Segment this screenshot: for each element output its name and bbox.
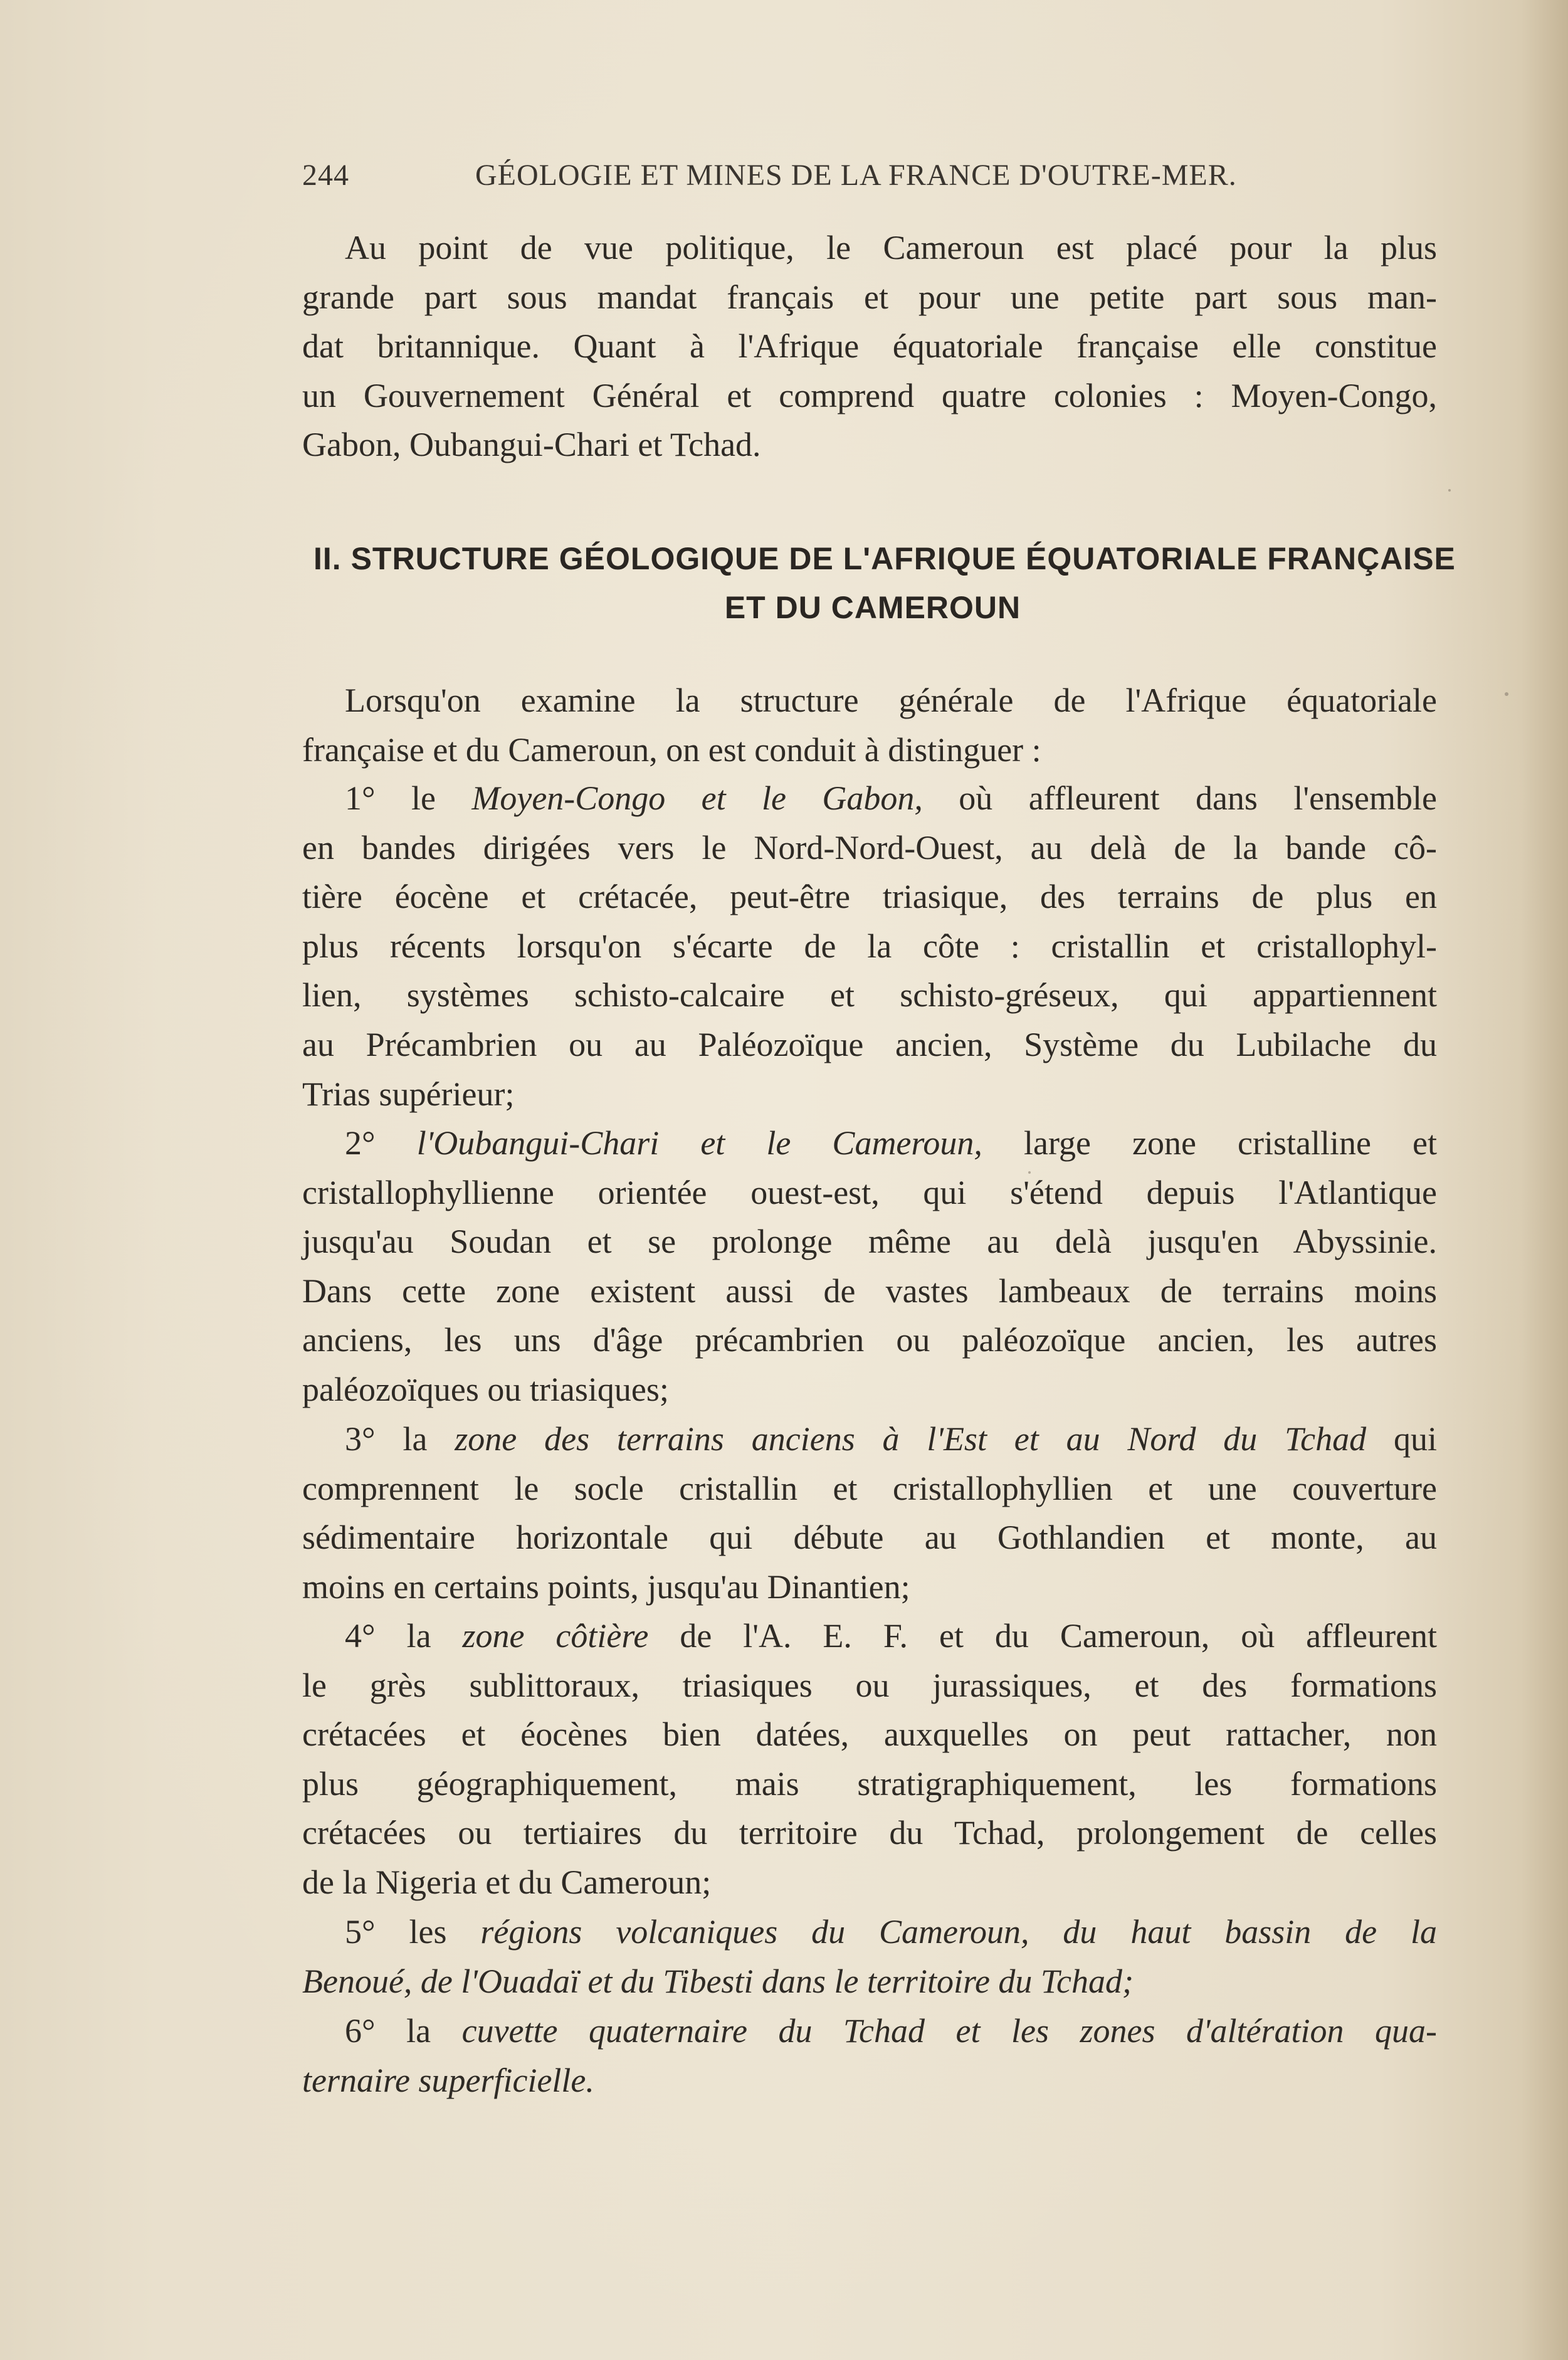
text-line: sédimentaire horizontale qui débute au Gothlandien et monte, au bbox=[302, 1519, 1437, 1557]
section-heading-line: II. STRUCTURE GÉOLOGIQUE DE L'AFRIQUE ÉQUATORIALE FRANÇAISE bbox=[313, 541, 1456, 576]
text-run: les bbox=[409, 1913, 447, 1951]
text-line: en bandes dirigées vers le Nord-Nord-Ouest, au delà de la bande cô- bbox=[302, 828, 1437, 867]
text-run: qui bbox=[1394, 1420, 1438, 1458]
text-run: large zone cristalline et bbox=[1024, 1124, 1437, 1162]
list-item bbox=[302, 1907, 1437, 2006]
text-line bbox=[302, 1611, 1437, 1661]
text-line: crétacées ou tertiaires du territoire du Tchad, prolongement de celles bbox=[302, 1814, 1437, 1852]
text-line bbox=[302, 1414, 1437, 1464]
text-line: dat britannique. Quant à l'Afrique équatoriale française elle constitue bbox=[302, 327, 1437, 366]
text-line: un Gouvernement Général et comprend quatre colonies : Moyen-Congo, bbox=[302, 376, 1437, 414]
text-run: la bbox=[406, 2012, 431, 2050]
text-line: grande part sous mandat français et pour une petite part sous man- bbox=[302, 278, 1437, 316]
italic-term: Moyen-Congo et le Gabon, bbox=[471, 779, 923, 817]
text-line: comprennent le socle cristallin et cristallophyllien et une couverture bbox=[302, 1469, 1437, 1507]
text-line: moins en certains points, jusqu'au Dinantien; bbox=[302, 1567, 910, 1606]
list-item bbox=[302, 774, 1437, 1119]
text-line bbox=[302, 2006, 1437, 2056]
section-heading bbox=[302, 534, 1456, 632]
list-item bbox=[302, 1414, 1437, 1611]
running-head-title: GÉOLOGIE ET MINES DE LA FRANCE D'OUTRE-MER. bbox=[475, 159, 1237, 192]
text-line: crétacées et éocènes bien datées, auxquelles on peut rattacher, non bbox=[302, 1715, 1437, 1754]
text-line bbox=[302, 1907, 1437, 1957]
text-line: française et du Cameroun, on est conduit à distinguer : bbox=[302, 730, 1041, 769]
text-line: cristallophyllienne orientée ouest-est, qui s'étend depuis l'Atlantique bbox=[302, 1173, 1437, 1211]
item-number: 6° bbox=[345, 2012, 376, 2050]
text-line bbox=[302, 2056, 1437, 2105]
text-line: plus récents lorsqu'on s'écarte de la côte : cristallin et cristallophyl- bbox=[302, 927, 1437, 965]
text-line: tière éocène et crétacée, peut-être triasique, des terrains de plus en bbox=[302, 878, 1437, 916]
running-head bbox=[302, 158, 1286, 202]
intro-paragraph bbox=[302, 223, 1437, 470]
italic-term: zone côtière bbox=[462, 1617, 649, 1655]
page-number: 244 bbox=[302, 159, 349, 192]
paper-speck bbox=[1505, 692, 1508, 696]
text-line: Trias supérieur; bbox=[302, 1075, 515, 1113]
text-line: jusqu'au Soudan et se prolonge même au delà jusqu'en Abyssinie. bbox=[302, 1223, 1437, 1261]
text-run: le bbox=[411, 779, 436, 817]
text-line: Gabon, Oubangui-Chari et Tchad. bbox=[302, 426, 761, 464]
list-item bbox=[302, 2006, 1437, 2105]
list-item bbox=[302, 1119, 1437, 1414]
item-number: 2° bbox=[345, 1124, 376, 1162]
item-number: 1° bbox=[345, 779, 376, 817]
text-line: Dans cette zone existent aussi de vastes lambeaux de terrains moins bbox=[302, 1272, 1437, 1310]
text-line: paléozoïques ou triasiques; bbox=[302, 1370, 669, 1408]
italic-term: cuvette quaternaire du Tchad et les zones d'altération qua- bbox=[461, 2012, 1438, 2050]
item-number: 5° bbox=[345, 1913, 376, 1951]
item-number: 4° bbox=[345, 1617, 376, 1655]
text-line: de la Nigeria et du Cameroun; bbox=[302, 1863, 712, 1901]
text-run: la bbox=[406, 1617, 431, 1655]
italic-term: l'Oubangui-Chari et le Cameroun, bbox=[416, 1124, 982, 1162]
text-line bbox=[302, 1957, 1437, 2006]
italic-term: ternaire superficielle. bbox=[302, 2061, 594, 2099]
italic-term: zone des terrains anciens à l'Est et au Nord du Tchad bbox=[455, 1420, 1367, 1458]
text-run: de l'A. E. F. et du Cameroun, où affleurent bbox=[680, 1617, 1438, 1655]
text-line: au Précambrien ou au Paléozoïque ancien, Système du Lubilache du bbox=[302, 1025, 1437, 1063]
text-line bbox=[302, 1119, 1437, 1168]
paper-speck bbox=[1028, 1171, 1031, 1174]
text-line: lien, systèmes schisto-calcaire et schisto-gréseux, qui appartiennent bbox=[302, 976, 1437, 1014]
item-number: 3° bbox=[345, 1420, 376, 1458]
text-line: le grès sublittoraux, triasiques ou jurassiques, et des formations bbox=[302, 1666, 1437, 1704]
text-line bbox=[302, 774, 1437, 823]
italic-term: régions volcaniques du Cameroun, du haut bassin de la bbox=[480, 1913, 1438, 1951]
lead-paragraph bbox=[302, 676, 1437, 774]
italic-term: Benoué, de l'Ouadaï et du Tibesti dans le territoire du Tchad; bbox=[302, 1962, 1134, 2000]
list-item bbox=[302, 1611, 1437, 1907]
text-line: Au point de vue politique, le Cameroun est placé pour la plus bbox=[345, 229, 1437, 266]
text-line: plus géographiquement, mais stratigraphiquement, les formations bbox=[302, 1764, 1437, 1803]
text-run: où affleurent dans l'ensemble bbox=[959, 779, 1437, 817]
paper-speck bbox=[1448, 489, 1451, 492]
text-line: anciens, les uns d'âge précambrien ou paléozoïque ancien, les autres bbox=[302, 1321, 1437, 1359]
section-heading-line: ET DU CAMEROUN bbox=[724, 590, 1021, 625]
text-line: Lorsqu'on examine la structure générale de l'Afrique équatoriale bbox=[345, 682, 1437, 719]
text-run: la bbox=[403, 1420, 428, 1458]
